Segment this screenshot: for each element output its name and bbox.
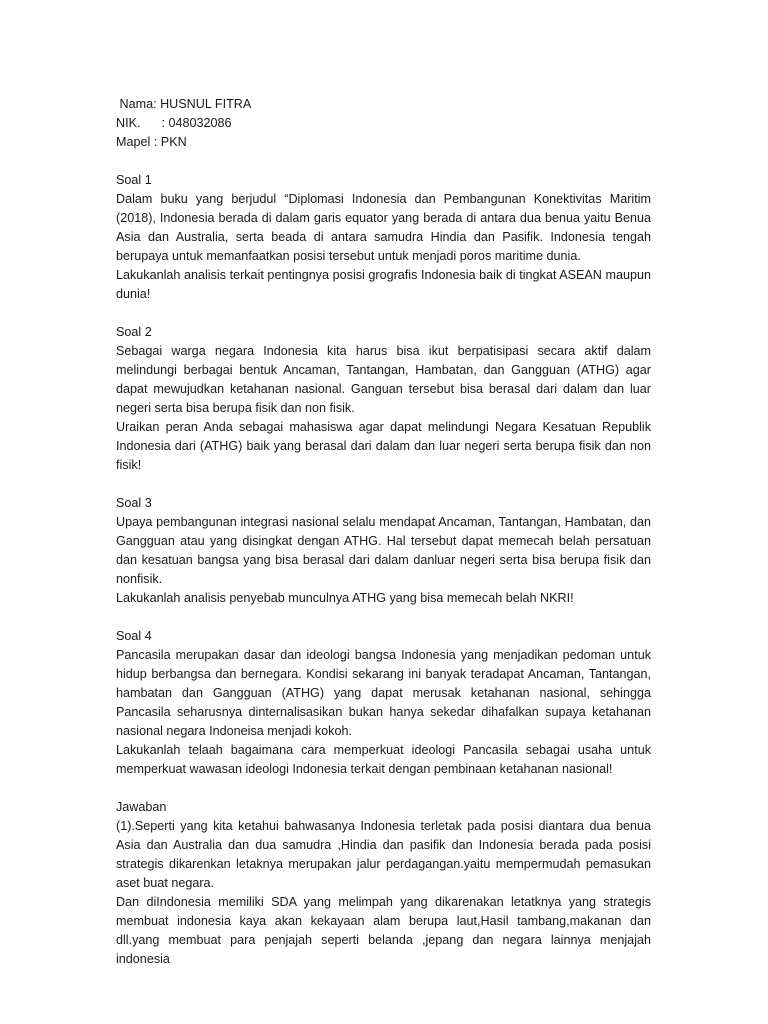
student-name: Nama: HUSNUL FITRA: [116, 97, 252, 111]
spacer: [116, 475, 651, 494]
soal-4-title: Soal 4: [116, 629, 152, 643]
soal-3-question: Lakukanlah analisis penyebab munculnya ATHG yang bisa memecah belah NKRI!: [116, 591, 574, 605]
jawaban-1: (1).Seperti yang kita ketahui bahwasanya Indonesia terletak pada posisi diantara dua benua Asia dan Australia dan dua samudra ,Hindia dan pasifik dan Indonesia berada pada posisi strategis dikarenkan letaknya merupakan jalur perdagangan.yaitu mempermudah pemasukan aset buat negara.: [116, 819, 651, 890]
soal-4-text: Pancasila merupakan dasar dan ideologi bangsa Indonesia yang menjadikan pedoman untuk hidup berbangsa dan bernegara. Kondisi sekarang ini banyak teradapat Ancaman, Tantangan, hambatan dan Gangguan (ATHG) yang dapat merusak ketahanan nasional, sehingga Pancasila seharusnya dinternalisasikan bukan hanya sekedar dihafalkan supaya ketahanan nasional negara Indoneisa menjadi kokoh.: [116, 648, 651, 738]
soal-4-question: Lakukanlah telaah bagaimana cara memperkuat ideologi Pancasila sebagai usaha untuk memperkuat wawasan ideologi Indonesia terkait dengan pembinaan ketahanan nasional!: [116, 743, 651, 776]
soal-3-title: Soal 3: [116, 496, 152, 510]
soal-2-text: Sebagai warga negara Indonesia kita harus bisa ikut berpatisipasi secara aktif dalam melindungi berbagai bentuk Ancaman, Tantangan, Hambatan, dan Gangguan (ATHG) agar dapat mewujudkan ketahanan nasional. Ganguan tersebut bisa berasal dari dalam dan luar negeri serta bisa berupa fisik dan non fisik.: [116, 344, 651, 415]
soal-1-title: Soal 1: [116, 173, 152, 187]
document-page: [116, 95, 651, 969]
soal-3-text: Upaya pembangunan integrasi nasional selalu mendapat Ancaman, Tantangan, Hambatan, dan Gangguan atau yang disingkat dengan ATHG. Hal tersebut dapat memecah belah persatuan dan kesatuan bangsa yang bisa berasal dari dalam danluar negeri serta bisa berupa fisik dan nonfisik.: [116, 515, 651, 586]
student-nik: NIK. : 048032086: [116, 116, 232, 130]
jawaban-title: Jawaban: [116, 800, 167, 814]
spacer: [116, 304, 651, 323]
soal-1-question: Lakukanlah analisis terkait pentingnya posisi grografis Indonesia baik di tingkat ASEAN maupun dunia!: [116, 268, 651, 301]
spacer: [116, 152, 651, 171]
jawaban-2: Dan diIndonesia memiliki SDA yang melimpah yang dikarenakan letatknya yang strategis membuat indonesia kaya akan kekayaan alam berupa laut,Hasil tambang,makanan dan dll.yang membuat para penjajah seperti belanda ,jepang dan negara lainnya menjajah indonesia: [116, 895, 651, 966]
subject: Mapel : PKN: [116, 135, 187, 149]
soal-2-title: Soal 2: [116, 325, 152, 339]
spacer: [116, 608, 651, 627]
soal-1-text: Dalam buku yang berjudul “Diplomasi Indonesia dan Pembangunan Konektivitas Maritim (2018), Indonesia berada di dalam garis equator yang berada di antara dua benua yaitu Benua Asia dan Australia, serta beada di antara samudra Hindia dan Pasifik. Indonesia tengah berupaya untuk memanfaatkan posisi tersebut untuk menjadi poros maritime dunia.: [116, 192, 651, 263]
soal-2-question: Uraikan peran Anda sebagai mahasiswa agar dapat melindungi Negara Kesatuan Republik Indonesia dari (ATHG) baik yang berasal dari dalam dan luar negeri serta berupa fisik dan non fisik!: [116, 420, 651, 472]
spacer: [116, 779, 651, 798]
